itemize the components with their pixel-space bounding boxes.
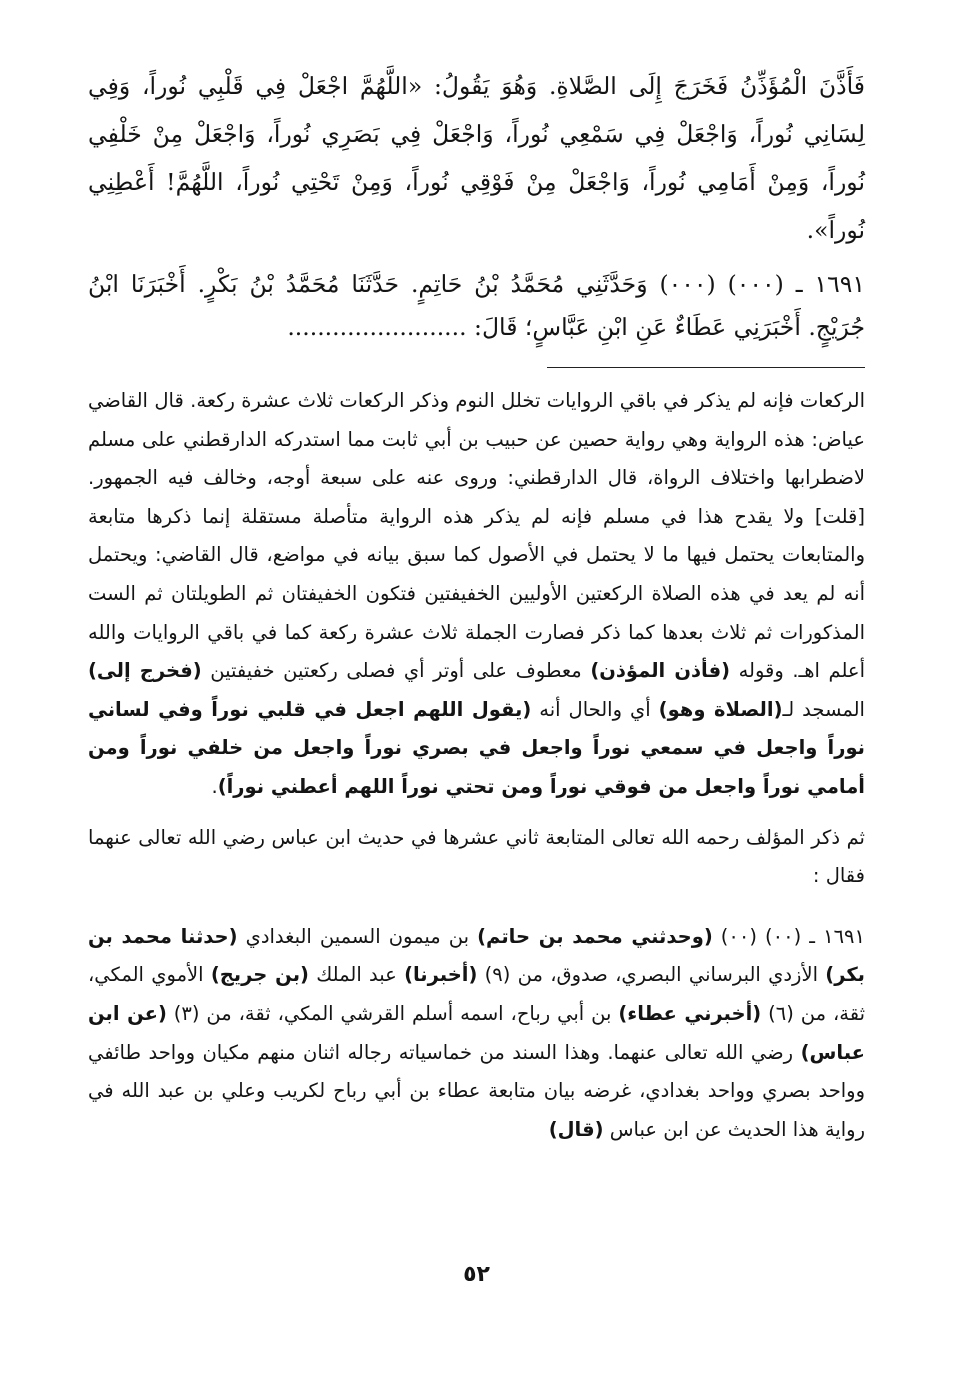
commentary-paragraph-2: ثم ذكر المؤلف رحمه الله تعالى المتابعة ثاني عشرها في حديث ابن عباس رضي الله تعالى عنهما فقال :: [88, 825, 865, 888]
commentary-paragraph-3: [88, 918, 865, 1150]
hadith-text-block: [88, 62, 865, 349]
commentary-text: بن ميمون السمين البغدادي: [237, 924, 478, 948]
commentary-block: [88, 382, 865, 1149]
commentary-text: رضي الله تعالى عنهما. وهذا السند من خماسياته رجاله اثنان منهم مكيان وواحد طائفي وواحد بصري وواحد بغدادي، غرضه بيان متابعة عطاء بن أبي رباح لكريب وعلي بن عبد الله في رواية هذا الحديث عن ابن عباس: [88, 1040, 865, 1141]
quoted-phrase: (بن جريج): [210, 963, 309, 987]
quoted-phrase: (قال): [548, 1117, 604, 1141]
footnote-divider: [547, 367, 865, 368]
quoted-phrase: (يقول اللهم اجعل في قلبي نوراً وفي لساني نوراً واجعل في سمعي نوراً واجعل في بصري نوراً واجعل من خلفي نوراً ومن أمامي نوراً واجعل من فوقي نوراً ومن تحتي نوراً اللهم أعطني نوراً): [88, 697, 865, 798]
quoted-phrase: (فأذن المؤذن): [590, 659, 730, 683]
commentary-text: المسجد لـ: [782, 697, 865, 721]
quoted-phrase: (الصلاة وهو): [658, 697, 783, 721]
quoted-phrase: (وحدثني محمد بن حاتم): [477, 924, 713, 948]
commentary-paragraph-1: [88, 382, 865, 807]
commentary-text: بن أبي رباح، اسمه أسلم القرشي المكي، ثقة، من (٣): [166, 1001, 619, 1025]
quoted-phrase: (حدثنا محمد بن بكر): [88, 924, 866, 987]
quoted-phrase: (فخرج إلى): [88, 659, 202, 683]
commentary-text: معطوف على أوتر أي فصلى ركعتين خفيفتين: [201, 659, 591, 683]
commentary-text: الأزدي البرساني البصري، صدوق، من (٩): [477, 963, 826, 987]
page-number: ٥٢: [463, 1262, 490, 1287]
quoted-phrase: (أخبرني عطاء): [618, 1001, 762, 1025]
quoted-phrase: (عن ابن عباس): [88, 1001, 865, 1064]
commentary-text: الركعات فإنه لم يذكر في باقي الروايات تخلل النوم وذكر الركعات ثلاث عشرة ركعة. قال القاضي عياض: هذه الرواية وهي رواية حصين عن حبيب بن أبي ثابت مما استدركه الدارقطني على مسلم لاضطرابها واختلاف الرواة، قال الدارقطني: وروى عنه على سبعة أوجه، وخالف فيه الجمهور. [قلت] ولا يقدح هذا في مسلم فإنه لم يذكر هذه الرواية متأصلة مستقلة إنما ذكرها متابعة والمتابعات يحتمل فيها ما لا يحتمل في الأصول كما سبق بيانه في مواضع، قال القاضي: ويحتمل أنه لم يعد في هذه الصلاة الركعتين الأوليين الخفيفتين فتكون الخفيفتان ثم الطويلتان ثم الست المذكورات ثم ثلاث بعدها كما ذكر فصارت الجملة ثلاث عشرة ركعة كما في باقي الروايات والله أعلم اهـ. وقوله: [88, 389, 865, 683]
hadith-1691-chain: ١٦٩١ ـ (٠٠٠) (٠٠٠) وَحَدَّثَنِي مُحَمَّدُ بْنُ حَاتِمٍ. حَدَّثَنَا مُحَمَّدُ بْنُ بَكْرٍ. أَخْبَرَنَا ابْنُ جُرَيْجٍ. أَخْبَرَنِي عَطَاءٌ عَنِ ابْنِ عَبَّاسٍ؛ قَالَ: ........................: [88, 270, 865, 341]
commentary-text: أي والحال أنه: [531, 697, 659, 721]
commentary-text: الأموي المكي، ثقة، من (٦): [88, 963, 865, 1025]
commentary-text: .: [211, 774, 218, 798]
commentary-text: عبد الملك: [308, 963, 405, 987]
hadith-continuation: فَأَذَّنَ الْمُؤَذِّنُ فَخَرَجَ إِلَى الصَّلاةِ. وَهُوَ يَقُولُ: «اللَّهُمَّ اجْعَلْ فِي قَلْبِي نُوراً، وَفِي لِسَانِي نُوراً، وَاجْعَلْ فِي سَمْعِي نُوراً، وَاجْعَلْ فِي بَصَرِي نُوراً، وَاجْعَلْ مِنْ خَلْفِي نُوراً، وَمِنْ أَمَامِي نُوراً، وَاجْعَلْ مِنْ فَوْقِي نُوراً، وَمِنْ تَحْتِي نُوراً، اللَّهُمَّ! أَعْطِنِي نُوراً».: [88, 72, 865, 244]
quoted-phrase: (أخبرنا): [404, 963, 478, 987]
commentary-text: ١٦٩١ ـ (٠٠) (٠٠): [712, 924, 865, 948]
